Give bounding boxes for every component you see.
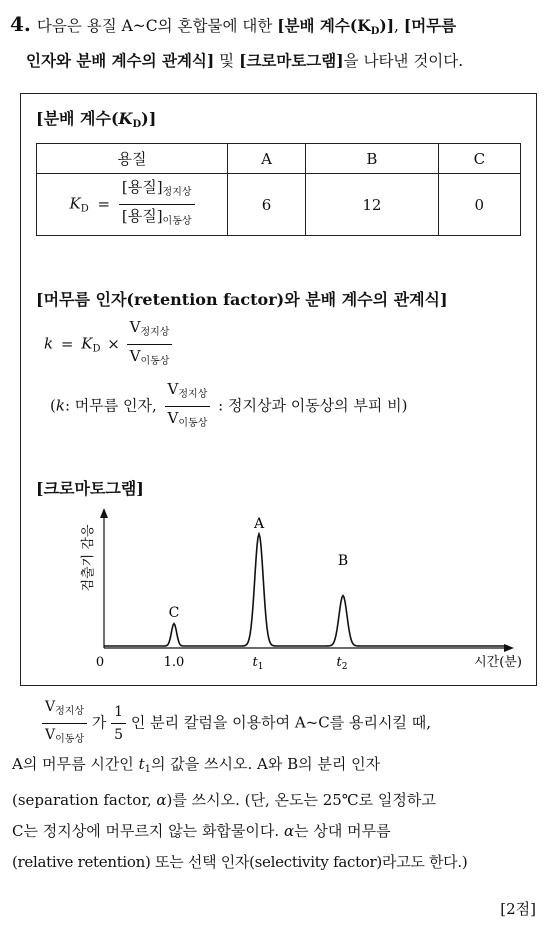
peak-label-c: C [168,605,180,621]
peak-label-a: A [253,516,265,532]
question-number: 4. [10,12,31,36]
body-line-2: A의 머무름 시간인 $t_1$의 값을 쓰시오. A와 B의 분리 인자 [12,755,381,775]
y-axis-label: 검출기 감응 [81,524,96,592]
tick-label-t2: $t_2$ [336,655,348,672]
tick-label-t1: $t_1$ [252,655,264,672]
kd-table [36,143,521,236]
question-line-2: 인자와 분배 계수의 관계식] 및 [크로마토그램]을 나타낸 것이다. [26,51,464,70]
tick-label-0: 0 [95,655,105,670]
section-chromatogram-title: [크로마토그램] [36,479,144,498]
kd-fraction: $\frac{[용질]_{정지상}}{[용질]_{이동상}}$ [119,178,195,231]
question-line-1: 4. 다음은 용질 A~C의 혼합물에 대한 [분배 계수$(K_D)$], [머무름 [10,12,457,37]
problem-body [12,698,540,878]
header-b: B [306,144,439,174]
relation-equation: $k = K_D$ × $\frac{V_{정지상}}{V_{이동상}}$ [44,318,172,371]
y-axis-arrow [100,508,108,518]
kd-table-header-row [37,144,521,174]
kd-table-value-row [37,174,521,236]
chromatogram-chart [20,500,537,680]
header-a: A [228,144,306,174]
question-header [10,10,542,76]
volume-ratio-fraction: $\frac{V_{정지상}}{V_{이동상}}$ [127,318,173,371]
body-line-1: $\frac{V_{정지상}}{V_{이동상}}$ 가 $\frac{1}{5}$ 인 분리 칼럼을 이용하여 A~C를 용리시킬 때, [12,698,540,749]
kd-value-c: 0 [438,174,520,236]
kd-value-b: 12 [306,174,439,236]
note-fraction: $\frac{V_{정지상}}{V_{이동상}}$ [165,380,211,433]
chromatogram-trace [104,534,508,646]
x-axis-label: 시간(분) [474,655,522,670]
section-kd-title: [분배 계수$(K_D)$] [36,109,157,130]
section-relation-title: [머무름 인자(retention factor)와 분배 계수의 관계식] [36,290,448,309]
body-line-3: (separation factor, α)를 쓰시오. (단, 온도는 25℃로 일정하고 [12,791,436,809]
header-c: C [438,144,520,174]
kd-value-a: 6 [228,174,306,236]
peak-label-b: B [337,553,349,569]
body-volume-fraction: $\frac{V_{정지상}}{V_{이동상}}$ [42,698,87,749]
relation-note: (k: 머무름 인자, $\frac{V_{정지상}}{V_{이동상}}$ : 정지상과 이동상의 부피 비) [50,380,408,433]
body-line-4: C는 정지상에 머무르지 않는 화합물이다. α는 상대 머무름 [12,822,391,840]
body-line-5: (relative retention) 또는 선택 인자(selectivity factor)라고도 한다.) [12,853,468,871]
tick-label-1: 1.0 [163,655,185,670]
points-label: [2점] [500,900,536,918]
kd-definition: $K_D$ = $\frac{[용질]_{정지상}}{[용질]_{이동상}}$ [37,174,228,236]
body-one-fifth-fraction: $\frac{1}{5}$ [111,703,126,744]
header-solute: 용질 [37,144,228,174]
